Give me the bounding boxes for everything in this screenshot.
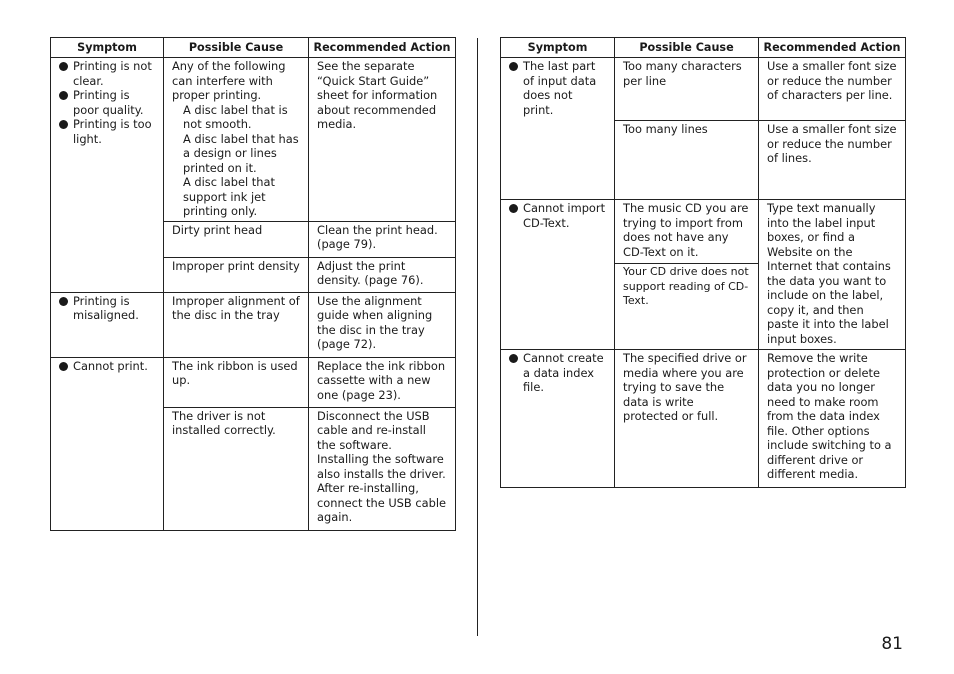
action-cell: Disconnect the USB cable and re-install the software. Installing the software also installs the driver. After re-installing, connect the USB cable again. (309, 407, 456, 530)
action-cell: Adjust the print density. (page 76). (309, 257, 456, 292)
bullet-icon (59, 297, 68, 306)
symptom-item (509, 351, 606, 395)
symptom-text: Cannot print. (73, 358, 148, 373)
symptom-text: Printing is too light. (73, 117, 152, 146)
symptom-cell-cannot-print (51, 357, 164, 530)
header-recommended-action: Recommended Action (759, 38, 906, 58)
table-row (501, 58, 906, 121)
symptom-cell-last-part (501, 58, 615, 200)
column-divider (477, 38, 478, 636)
header-possible-cause: Possible Cause (164, 38, 309, 58)
cause-cell: Too many lines (615, 121, 759, 200)
action-cell: See the separate “Quick Start Guide” sheet for information about recommended media. (309, 58, 456, 222)
symptom-item (59, 359, 155, 374)
cause-cell: The music CD you are trying to import from does not have any CD-Text on it. (615, 200, 759, 264)
cause-cell: Too many characters per line (615, 58, 759, 121)
symptom-cell-print-quality (51, 58, 164, 293)
symptom-item (59, 88, 155, 117)
table-row (51, 58, 456, 222)
cause-list-item: A disc label that is not smooth. (183, 102, 288, 131)
symptom-item (509, 59, 606, 117)
symptom-cell-data-index (501, 350, 615, 488)
action-cell: Use a smaller font size or reduce the number of lines. (759, 121, 906, 200)
bullet-icon (59, 91, 68, 100)
table-row (51, 292, 456, 357)
bullet-icon (509, 354, 518, 363)
cause-cell: The ink ribbon is used up. (164, 357, 309, 407)
symptom-text: The last part of input data does not print. (523, 59, 597, 117)
table-header-row (501, 38, 906, 58)
cause-cell: Improper alignment of the disc in the tray (164, 292, 309, 357)
symptom-item (509, 201, 606, 230)
action-cell: Remove the write protection or delete data you no longer need to make room from the data index file. Other options include switching to a different drive or different media. (759, 350, 906, 488)
symptom-text: Cannot create a data index file. (523, 351, 604, 394)
page-number: 81 (881, 634, 903, 654)
cause-cell: Your CD drive does not support reading of CD-Text. (615, 264, 759, 350)
action-cell: Type text manually into the label input boxes, or find a Website on the Internet that contains the data you want to include on the label, copy it, and then paste it into the label input boxes. (759, 200, 906, 350)
bullet-icon (509, 62, 518, 71)
cause-list-item: A disc label that support ink jet printing only. (183, 175, 275, 218)
cause-cell: Improper print density (164, 257, 309, 292)
bullet-icon (59, 120, 68, 129)
table-row (501, 200, 906, 264)
cause-cell: Dirty print head (164, 221, 309, 257)
troubleshooting-table-right (500, 37, 906, 488)
bullet-icon (59, 362, 68, 371)
symptom-item (59, 294, 155, 323)
action-cell: Use the alignment guide when aligning the disc in the tray (page 72). (309, 292, 456, 357)
table-row (51, 357, 456, 407)
table-header-row (51, 38, 456, 58)
symptom-text: Cannot import CD-Text. (523, 201, 606, 230)
action-cell: Replace the ink ribbon cassette with a new one (page 23). (309, 357, 456, 407)
bullet-icon (59, 62, 68, 71)
action-cell: Clean the print head. (page 79). (309, 221, 456, 257)
symptom-cell-misaligned (51, 292, 164, 357)
table-row (501, 350, 906, 488)
cause-cell: The driver is not installed correctly. (164, 407, 309, 530)
symptom-text: Printing is misaligned. (73, 293, 139, 322)
cause-cell: The specified drive or media where you are trying to save the data is write protected or full. (615, 350, 759, 488)
header-symptom: Symptom (501, 38, 615, 58)
symptom-item (59, 59, 155, 88)
header-possible-cause: Possible Cause (615, 38, 759, 58)
cause-cell (164, 58, 309, 222)
bullet-icon (509, 204, 518, 213)
symptom-text: Printing is not clear. (73, 59, 152, 88)
symptom-cell-cd-text (501, 200, 615, 350)
header-symptom: Symptom (51, 38, 164, 58)
header-recommended-action: Recommended Action (309, 38, 456, 58)
action-cell: Use a smaller font size or reduce the number of characters per line. (759, 58, 906, 121)
symptom-text: Printing is poor quality. (73, 88, 144, 117)
cause-list-item: A disc label that has a design or lines printed on it. (183, 131, 299, 175)
troubleshooting-table-left (50, 37, 456, 531)
cause-text: Any of the following can interfere with proper printing. (172, 59, 286, 102)
symptom-item (59, 117, 155, 146)
